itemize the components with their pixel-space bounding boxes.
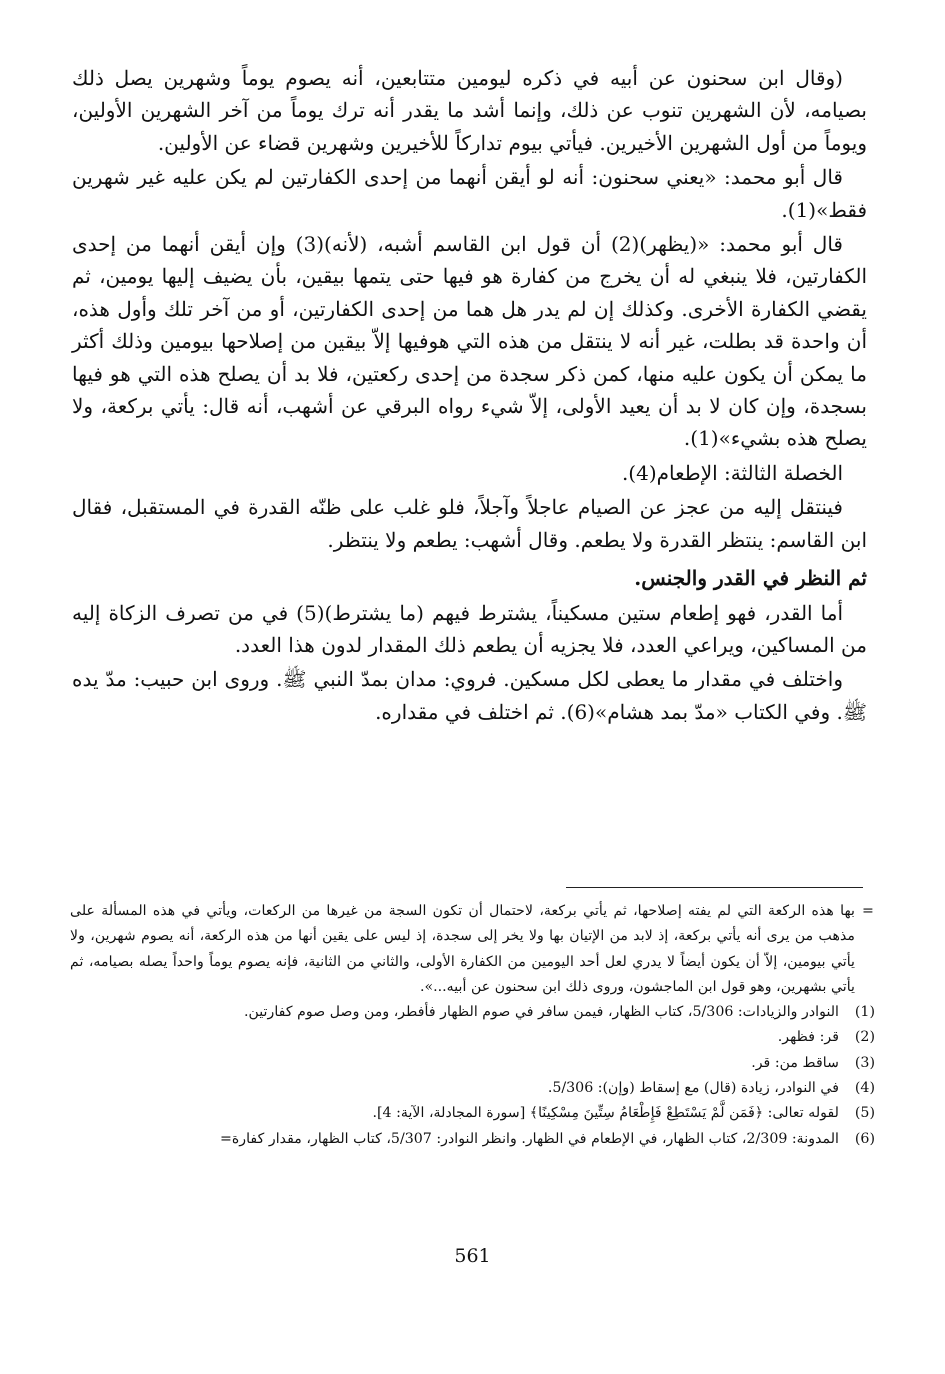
footnote-3 xyxy=(70,1051,875,1076)
section-heading: ثم النظر في القدر والجنس. xyxy=(634,566,867,591)
footnote-separator xyxy=(566,887,863,888)
paragraph-5: فينتقل إليه من عجز عن الصيام عاجلاً وآجلاً، فلو غلب على ظنّه القدرة في المستقبل، فقال ابن القاسم: ينتظر القدرة ولا يطعم. وقال أشهب: يطعم ولا ينتظر. xyxy=(72,495,867,552)
paragraph-3: قال أبو محمد: «(يظهر)(2) أن قول ابن القاسم أشبه، (لأنه)(3) وإن أيقن أنهما من إحدى الكفارتين، فلا ينبغي له أن يخرج من كفارة هو فيها حتى يتمها بيقين، بأن يضيف إليها يومين، ثم يقضي الكفارة الأخرى. وكذلك إن لم يدر هل هما من إحدى الكفارتين، أو من آخر تلك وأول هذه، أن واحدة قد بطلت، غير أنه لا ينتقل من هذه التي هوفيها إلاّ بيقين من إصلاحها بيومين وذلك أكثر ما يمكن أن يكون عليه منها، كمن ذكر سجدة من إحدى ركعتين، فلا بد أن يصلح هذه التي هو فيها بسجدة، وإن كان لا بد أن يعيد الأولى، إلاّ شيء رواه البرقي عن أشهب، أنه قال: يأتي بركعة، ولا يصلح هذه بشيء»(1). xyxy=(72,232,867,451)
footnote-number: (3) xyxy=(854,1054,875,1071)
page-number: 561 xyxy=(454,1245,491,1267)
footnote-continuation xyxy=(70,899,875,1000)
footnote-1 xyxy=(70,1000,875,1025)
continuation-text: بها هذه الركعة التي لم يفته إصلاحها، ثم يأتي بركعة، لاحتمال أن تكون السجة من غيرها من الركعات، ويأتي في هذه المسألة على مذهب من يرى أنه يأتي بركعة، إذ لابد من الإتيان بها ولا يخر إلى سجدة، إذ ليس على يقين أنها من هذه الركعة، أنه يصوم شهرين، ولا يأتي بيومين، إلاّ أن يكون أيضاً لا يدري لعل أحد اليومين من الكفارة الأولى، والثاني من الثانية، فإنه يصوم يوماً واحداً يصله بصيامه، ثم يأتي بشهرين، وهو قول ابن الماجشون، وروى ذلك ابن سحنون عن أبيه...». xyxy=(70,903,855,995)
footnote-5 xyxy=(70,1101,875,1126)
footnote-6 xyxy=(70,1127,875,1152)
footnote-text: المدونة: 2/309، كتاب الظهار، في الإطعام في الظهار. وانظر النوادر: 5/307، كتاب الظهار، مقدار كفارة= xyxy=(219,1130,839,1147)
footnote-number: (5) xyxy=(854,1105,875,1122)
footnote-number: (1) xyxy=(854,1004,875,1021)
paragraph-4: الخصلة الثالثة: الإطعام(4). xyxy=(621,460,843,485)
paragraph-1: (وقال ابن سحنون عن أبيه في ذكره ليومين متتابعين، أنه يصوم يوماً وشهرين يصل ذلك بصيامه، لأن الشهرين تنوب عن ذلك، وإنما أشد ما يقدر أنه ترك يوماً من آخر الشهرين الأولين، ويوماً من أول الشهرين الأخيرين. فيأتي بيوم تداركاً للأخيرين وشهرين قضاء عن الأولين. xyxy=(72,66,867,155)
footnote-number: (4) xyxy=(854,1080,875,1097)
footnote-text: لقوله تعالى: ﴿فَمَن لَّمْ يَسْتَطِعْ فَإِطْعَامُ سِتِّينَ مِسْكِينًا﴾ [سورة المجادلة، الآية: 4]. xyxy=(372,1105,839,1122)
main-text xyxy=(72,62,867,730)
paragraph-2: قال أبو محمد: «يعني سحنون: أنه لو أيقن أنهما من إحدى الكفارتين لم يكن عليه غير شهرين فقط»(1). xyxy=(72,165,867,222)
footnote-2 xyxy=(70,1025,875,1050)
footnote-4 xyxy=(70,1076,875,1101)
footnote-number: (6) xyxy=(854,1130,875,1147)
footnote-text: النوادر والزيادات: 5/306، كتاب الظهار، فيمن سافر في صوم الظهار فأفطر، ومن وصل صوم كفارتين. xyxy=(243,1004,839,1021)
footnotes xyxy=(70,899,875,1152)
paragraph-7: واختلف في مقدار ما يعطى لكل مسكين. فروي: مدان بمدّ النبي ﷺ. وروى ابن حبيب: مدّ يده ﷺ. وفي الكتاب «مدّ بمد هشام»(6). ثم اختلف في مقداره. xyxy=(72,667,867,724)
continuation-marker: = xyxy=(862,903,874,919)
footnote-text: قر: فظهر. xyxy=(777,1029,839,1046)
paragraph-6: أما القدر، فهو إطعام ستين مسكيناً، يشترط فيهم (ما يشترط)(5) في من تصرف الزكاة إليه من المساكين، ويراعي العدد، فلا يجزيه أن يطعم ذلك المقدار لدون هذا العدد. xyxy=(72,600,867,657)
footnote-text: ساقط من: قر. xyxy=(751,1054,839,1071)
footnote-number: (2) xyxy=(854,1029,875,1046)
footnote-text: في النوادر، زيادة (قال) مع إسقاط (وإن): 5/306. xyxy=(547,1080,839,1097)
